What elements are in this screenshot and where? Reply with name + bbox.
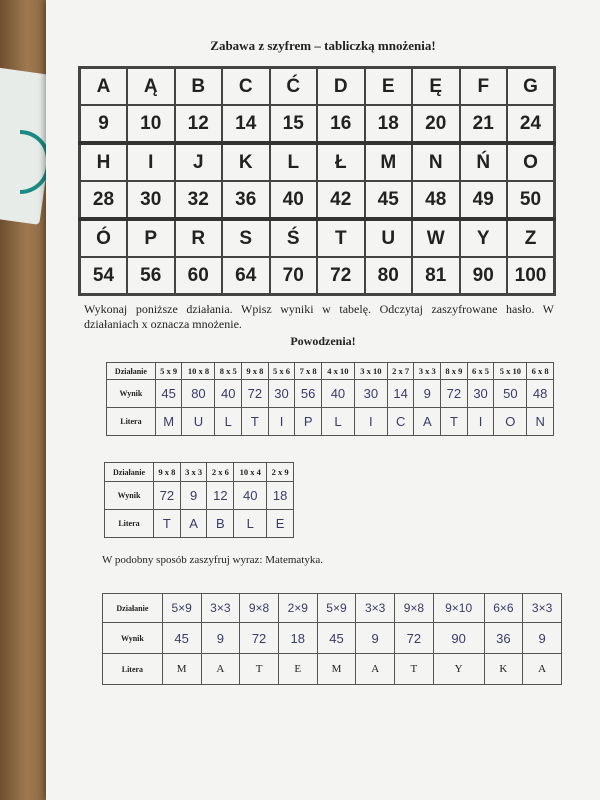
result-cell[interactable]: 48	[527, 380, 554, 408]
task-table-1	[106, 362, 554, 436]
letter-cell[interactable]: A	[414, 408, 441, 436]
task-row	[107, 380, 554, 408]
cipher-number: 49	[460, 181, 508, 219]
result-cell[interactable]: 72	[441, 380, 468, 408]
cipher-letter: L	[270, 143, 318, 181]
cipher-letter: B	[175, 68, 223, 106]
cipher-number: 100	[507, 257, 555, 295]
letter-cell[interactable]: N	[527, 408, 554, 436]
cipher-number: 24	[507, 105, 555, 143]
cipher-letter-row	[80, 143, 555, 181]
operation-cell: 5 x 6	[268, 363, 295, 380]
cipher-number: 70	[270, 257, 318, 295]
result-cell[interactable]: 45	[162, 623, 201, 654]
letter-cell[interactable]: A	[180, 510, 207, 538]
result-cell[interactable]: 9	[201, 623, 240, 654]
operation-cell: 5×9	[162, 594, 201, 623]
result-cell[interactable]: 40	[215, 380, 242, 408]
cipher-number-row	[80, 105, 555, 143]
row-header: Działanie	[103, 594, 163, 623]
operation-cell: 3 x 3	[414, 363, 441, 380]
result-cell[interactable]: 18	[278, 623, 317, 654]
result-cell[interactable]: 9	[180, 482, 207, 510]
cipher-number: 32	[175, 181, 223, 219]
cipher-letter: W	[412, 219, 460, 257]
cipher-letter: D	[317, 68, 365, 106]
cipher-letter: R	[175, 219, 223, 257]
cipher-number: 10	[127, 105, 175, 143]
cipher-number: 56	[127, 257, 175, 295]
result-cell[interactable]: 72	[154, 482, 181, 510]
cipher-letter: Ś	[270, 219, 318, 257]
cipher-number: 30	[127, 181, 175, 219]
cipher-letter: E	[365, 68, 413, 106]
result-cell[interactable]: 80	[182, 380, 215, 408]
operation-cell: 9×8	[240, 594, 279, 623]
row-header: Wynik	[105, 482, 154, 510]
cipher-number-row	[80, 257, 555, 295]
letter-cell[interactable]: B	[207, 510, 234, 538]
cipher-number: 60	[175, 257, 223, 295]
letter-cell[interactable]: L	[321, 408, 354, 436]
task-row	[105, 463, 294, 482]
cipher-letter: H	[80, 143, 128, 181]
operation-cell: 3 x 3	[180, 463, 207, 482]
letter-cell[interactable]: A	[356, 654, 395, 685]
operation-cell: 9 x 8	[242, 363, 269, 380]
operation-cell: 8 x 5	[215, 363, 242, 380]
result-cell[interactable]: 56	[295, 380, 322, 408]
cipher-letter: Ń	[460, 143, 508, 181]
result-cell[interactable]: 9	[414, 380, 441, 408]
cipher-number: 20	[412, 105, 460, 143]
operation-cell: 9×10	[433, 594, 484, 623]
cipher-letter-row	[80, 219, 555, 257]
instructions-text: Wykonaj poniższe działania. Wpisz wyniki w tabelę. Odczytaj zaszyfrowane hasło. W działaniach x oznacza mnożenie.	[84, 302, 554, 331]
operation-cell: 5 x 10	[494, 363, 527, 380]
operation-cell: 3 x 10	[354, 363, 387, 380]
result-cell[interactable]: 72	[240, 623, 279, 654]
operation-cell: 9 x 8	[154, 463, 181, 482]
cipher-number: 54	[80, 257, 128, 295]
cipher-letter: G	[507, 68, 555, 106]
operation-cell: 3×3	[523, 594, 562, 623]
worksheet-title: Zabawa z szyfrem – tabliczką mnożenia!	[210, 38, 436, 53]
operation-cell: 10 x 8	[182, 363, 215, 380]
task-table-2	[104, 462, 294, 538]
letter-cell[interactable]: T	[395, 654, 434, 685]
task-row	[107, 408, 554, 436]
result-cell[interactable]: 72	[395, 623, 434, 654]
cipher-letter: I	[127, 143, 175, 181]
cheer-text: Powodzenia!	[290, 334, 356, 348]
letter-cell[interactable]: M	[155, 408, 182, 436]
operation-cell: 3×3	[356, 594, 395, 623]
cipher-number-row	[80, 181, 555, 219]
cipher-table	[78, 66, 556, 296]
cipher-number: 40	[270, 181, 318, 219]
cipher-letter: Ą	[127, 68, 175, 106]
cipher-letter: C	[222, 68, 270, 106]
operation-cell: 6 x 8	[527, 363, 554, 380]
cipher-number: 36	[222, 181, 270, 219]
cipher-number: 50	[507, 181, 555, 219]
cipher-letter: T	[317, 219, 365, 257]
cipher-letter: Z	[507, 219, 555, 257]
operation-cell: 10 x 4	[234, 463, 267, 482]
cipher-number: 64	[222, 257, 270, 295]
result-cell[interactable]: 40	[234, 482, 267, 510]
cipher-number: 81	[412, 257, 460, 295]
letter-cell[interactable]: I	[268, 408, 295, 436]
operation-cell: 7 x 8	[295, 363, 322, 380]
cipher-letter: M	[365, 143, 413, 181]
operation-cell: 2×9	[278, 594, 317, 623]
letter-cell[interactable]: U	[182, 408, 215, 436]
letter-cell[interactable]: O	[494, 408, 527, 436]
letter-cell[interactable]: M	[317, 654, 356, 685]
row-header: Litera	[105, 510, 154, 538]
cipher-number: 28	[80, 181, 128, 219]
cipher-letter: O	[507, 143, 555, 181]
result-cell[interactable]: 30	[354, 380, 387, 408]
cipher-number: 80	[365, 257, 413, 295]
task-row	[103, 623, 562, 654]
letter-cell[interactable]: T	[441, 408, 468, 436]
letter-cell[interactable]: M	[162, 654, 201, 685]
cipher-letter: P	[127, 219, 175, 257]
result-cell[interactable]: 9	[523, 623, 562, 654]
task-row	[103, 654, 562, 685]
cipher-letter: Ł	[317, 143, 365, 181]
cipher-number: 14	[222, 105, 270, 143]
letter-cell[interactable]: T	[242, 408, 269, 436]
cipher-number: 15	[270, 105, 318, 143]
cipher-letter: F	[460, 68, 508, 106]
result-cell[interactable]: 9	[356, 623, 395, 654]
cipher-number: 9	[80, 105, 128, 143]
operation-cell: 8 x 9	[441, 363, 468, 380]
cipher-number: 42	[317, 181, 365, 219]
cipher-number: 12	[175, 105, 223, 143]
letter-cell[interactable]: E	[267, 510, 294, 538]
result-cell[interactable]: 36	[484, 623, 523, 654]
result-cell[interactable]: 30	[467, 380, 494, 408]
row-header: Działanie	[105, 463, 154, 482]
cipher-letter: S	[222, 219, 270, 257]
cipher-letter: Y	[460, 219, 508, 257]
encode-prompt: W podobny sposób zaszyfruj wyraz: Matematyka.	[102, 554, 323, 566]
cipher-letter: K	[222, 143, 270, 181]
letter-cell[interactable]: A	[201, 654, 240, 685]
cipher-number: 21	[460, 105, 508, 143]
cipher-number: 72	[317, 257, 365, 295]
cipher-letter: N	[412, 143, 460, 181]
letter-cell[interactable]: L	[234, 510, 267, 538]
result-cell[interactable]: 45	[317, 623, 356, 654]
result-cell[interactable]: 90	[433, 623, 484, 654]
result-cell[interactable]: 50	[494, 380, 527, 408]
row-header: Wynik	[107, 380, 156, 408]
letter-cell[interactable]: T	[240, 654, 279, 685]
result-cell[interactable]: 40	[321, 380, 354, 408]
cipher-letter: Ó	[80, 219, 128, 257]
cipher-letter: Ę	[412, 68, 460, 106]
row-header: Działanie	[107, 363, 156, 380]
task-row	[107, 363, 554, 380]
result-cell[interactable]: 45	[155, 380, 182, 408]
task-row	[103, 594, 562, 623]
letter-cell[interactable]: L	[215, 408, 242, 436]
result-cell[interactable]: 14	[387, 380, 414, 408]
letter-cell[interactable]: A	[523, 654, 562, 685]
cipher-letter: A	[80, 68, 128, 106]
operation-cell: 6 x 5	[467, 363, 494, 380]
letter-cell[interactable]: P	[295, 408, 322, 436]
letter-cell[interactable]: K	[484, 654, 523, 685]
cipher-number: 48	[412, 181, 460, 219]
cipher-letter: U	[365, 219, 413, 257]
operation-cell: 6×6	[484, 594, 523, 623]
result-cell[interactable]: 12	[207, 482, 234, 510]
cipher-number: 18	[365, 105, 413, 143]
result-cell[interactable]: 72	[242, 380, 269, 408]
operation-cell: 5×9	[317, 594, 356, 623]
task-row	[105, 510, 294, 538]
row-header: Litera	[107, 408, 156, 436]
letter-cell[interactable]: I	[467, 408, 494, 436]
operation-cell: 4 x 10	[321, 363, 354, 380]
task-table-3	[102, 593, 562, 685]
row-header: Litera	[103, 654, 163, 685]
operation-cell: 2 x 7	[387, 363, 414, 380]
cipher-number: 90	[460, 257, 508, 295]
letter-cell[interactable]: I	[354, 408, 387, 436]
result-cell[interactable]: 30	[268, 380, 295, 408]
cipher-letter-row	[80, 68, 555, 106]
operation-cell: 2 x 9	[267, 463, 294, 482]
letter-cell[interactable]: Y	[433, 654, 484, 685]
operation-cell: 5 x 9	[155, 363, 182, 380]
result-cell[interactable]: 18	[267, 482, 294, 510]
cipher-number: 16	[317, 105, 365, 143]
letter-cell[interactable]: E	[278, 654, 317, 685]
operation-cell: 2 x 6	[207, 463, 234, 482]
operation-cell: 9×8	[395, 594, 434, 623]
row-header: Wynik	[103, 623, 163, 654]
cipher-number: 45	[365, 181, 413, 219]
cipher-letter: Ć	[270, 68, 318, 106]
letter-cell[interactable]: T	[154, 510, 181, 538]
task-row	[105, 482, 294, 510]
operation-cell: 3×3	[201, 594, 240, 623]
letter-cell[interactable]: C	[387, 408, 414, 436]
cipher-letter: J	[175, 143, 223, 181]
